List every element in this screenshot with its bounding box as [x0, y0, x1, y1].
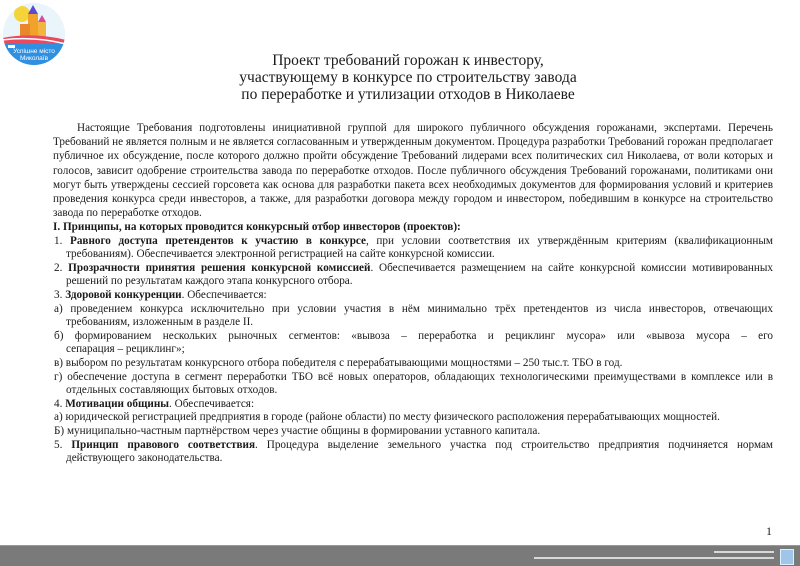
intro-line: завода по переработке отходов. — [53, 207, 202, 220]
intro-line: публичное их обсуждение, после которого должно пройти обсуждение Требований лидерами всех политических сил Николаева, от воли которых и — [53, 150, 773, 163]
text: . Обеспечивается размещением на сайте конкурсной комиссии мотивированных — [370, 261, 773, 274]
sub-item-line — [54, 425, 540, 438]
document-title-line: по переработке и утилизации отходов в Николаеве — [241, 86, 575, 103]
text: 3. — [54, 289, 66, 301]
page-number: 1 — [766, 524, 772, 538]
bold-text: Прозрачности принятия решения конкурсной комиссией — [68, 261, 371, 274]
bold-text: Принцип правового соответствия — [71, 438, 256, 451]
svg-text:Успішне місто: Успішне місто — [13, 48, 55, 55]
principle-item-line — [54, 398, 254, 411]
text: 2. — [54, 261, 69, 274]
principle-item-line — [66, 452, 222, 465]
text: . Процедура выделение земельного участка под строительство предприятия подчиняется нормам — [255, 438, 773, 451]
section-heading — [53, 221, 461, 234]
text: а) проведением конкурса исключительно при условии участия в нём минимально трёх претендентов из числа инвесторов, отвечающих — [54, 302, 773, 315]
intro-line: голосов, зависит одобрение строительства завода по переработке отходов. После публичного обсуждения Требований горожанами, политиками они — [53, 164, 773, 177]
bold-text: I. Принципы, на которых проводится конкурсный отбор инвесторов (проектов): — [53, 221, 461, 233]
sub-item-line — [66, 343, 185, 356]
principle-item-line — [54, 439, 773, 452]
document-title-line: Проект требований горожан к инвестору, — [272, 52, 544, 69]
text: требованиям, изложенным в разделе II. — [66, 316, 254, 329]
text: Б) муниципально-частным партнёрством через участие общины в формировании уставного капитала. — [54, 425, 541, 437]
principle-item-line — [54, 289, 267, 302]
footer-bar — [0, 545, 800, 566]
text: г) обеспечение доступа в сегмент переработки ТБО всё новых операторов, обладающих технологическими преимуществами в комплексе или в — [54, 370, 773, 383]
sub-item-line — [54, 303, 773, 316]
text: отдельных составляющих бытовых отходов. — [66, 384, 278, 397]
document-title-line: участвующему в конкурсе по строительству завода — [239, 69, 577, 86]
intro-line: Требований не является полным и не является согласованным и утвержденным документом. Процедура разработки Требований горожан предполагает — [53, 136, 773, 149]
text: требованиям). Обеспечивается электронной регистрацией на сайте конкурсной комиссии. — [66, 248, 495, 261]
text: решений по результатам каждого этапа конкурсного отбора. — [66, 275, 353, 288]
footer-text-mark — [534, 557, 774, 559]
document-icon — [780, 549, 794, 565]
text: сепарация – рециклинг»; — [66, 343, 185, 356]
svg-text:Миколаїв: Миколаїв — [19, 55, 49, 62]
sub-item-line — [66, 316, 253, 329]
text: б) формированием нескольких рыночных сегментов: «вывоза – переработка и рециклинг мусора» или «вывоза мусора – его — [54, 329, 773, 342]
sub-item-line — [54, 357, 622, 370]
text: 4. — [54, 397, 66, 410]
text: 1. — [54, 234, 70, 247]
text: в) выбором по результатам конкурсного отбора победителя с перерабатывающими мощностями – 250 тыс.т. ТБО в год. — [54, 357, 623, 369]
sub-item-line — [66, 384, 277, 397]
intro-line: могут быть утверждены сессией горсовета как основа для разработки пакета всех необходимых документов для формирования условий и критериев — [53, 178, 773, 191]
principle-item-line — [66, 275, 353, 288]
sub-item-line — [54, 371, 773, 384]
text: 5. — [54, 438, 72, 451]
text: , при условии соответствия их утверждённым критериям (квалификационным — [366, 234, 773, 247]
intro-line: Настоящие Требования подготовлены инициативной группой для широкого публичного обсуждения горожанами, экспертами. Перечень — [77, 122, 773, 134]
text: а) юридической регистрацией предприятия в городе (районе области) по месту физического расположения перерабатывающих мощностей. — [54, 411, 720, 424]
principle-item-line — [66, 248, 495, 261]
sub-item-line — [54, 411, 720, 424]
bold-text: Мотивации общины — [65, 397, 170, 410]
text: действующего законодательства. — [66, 452, 223, 465]
sub-item-line — [54, 330, 773, 343]
principle-item-line — [54, 262, 773, 275]
principle-item-line — [54, 235, 773, 248]
footer-text-mark — [714, 551, 774, 553]
bold-text: Здоровой конкуренции — [65, 289, 182, 301]
text: . Обеспечивается: — [181, 289, 267, 301]
bold-text: Равного доступа претендентов к участию в конкурсе — [70, 234, 367, 247]
intro-line: проведения конкурса среди инвесторов, а также, для разработки договора между городом и инвестором, победившим в конкурсе на строительство — [53, 193, 773, 205]
text: . Обеспечивается: — [169, 397, 255, 410]
